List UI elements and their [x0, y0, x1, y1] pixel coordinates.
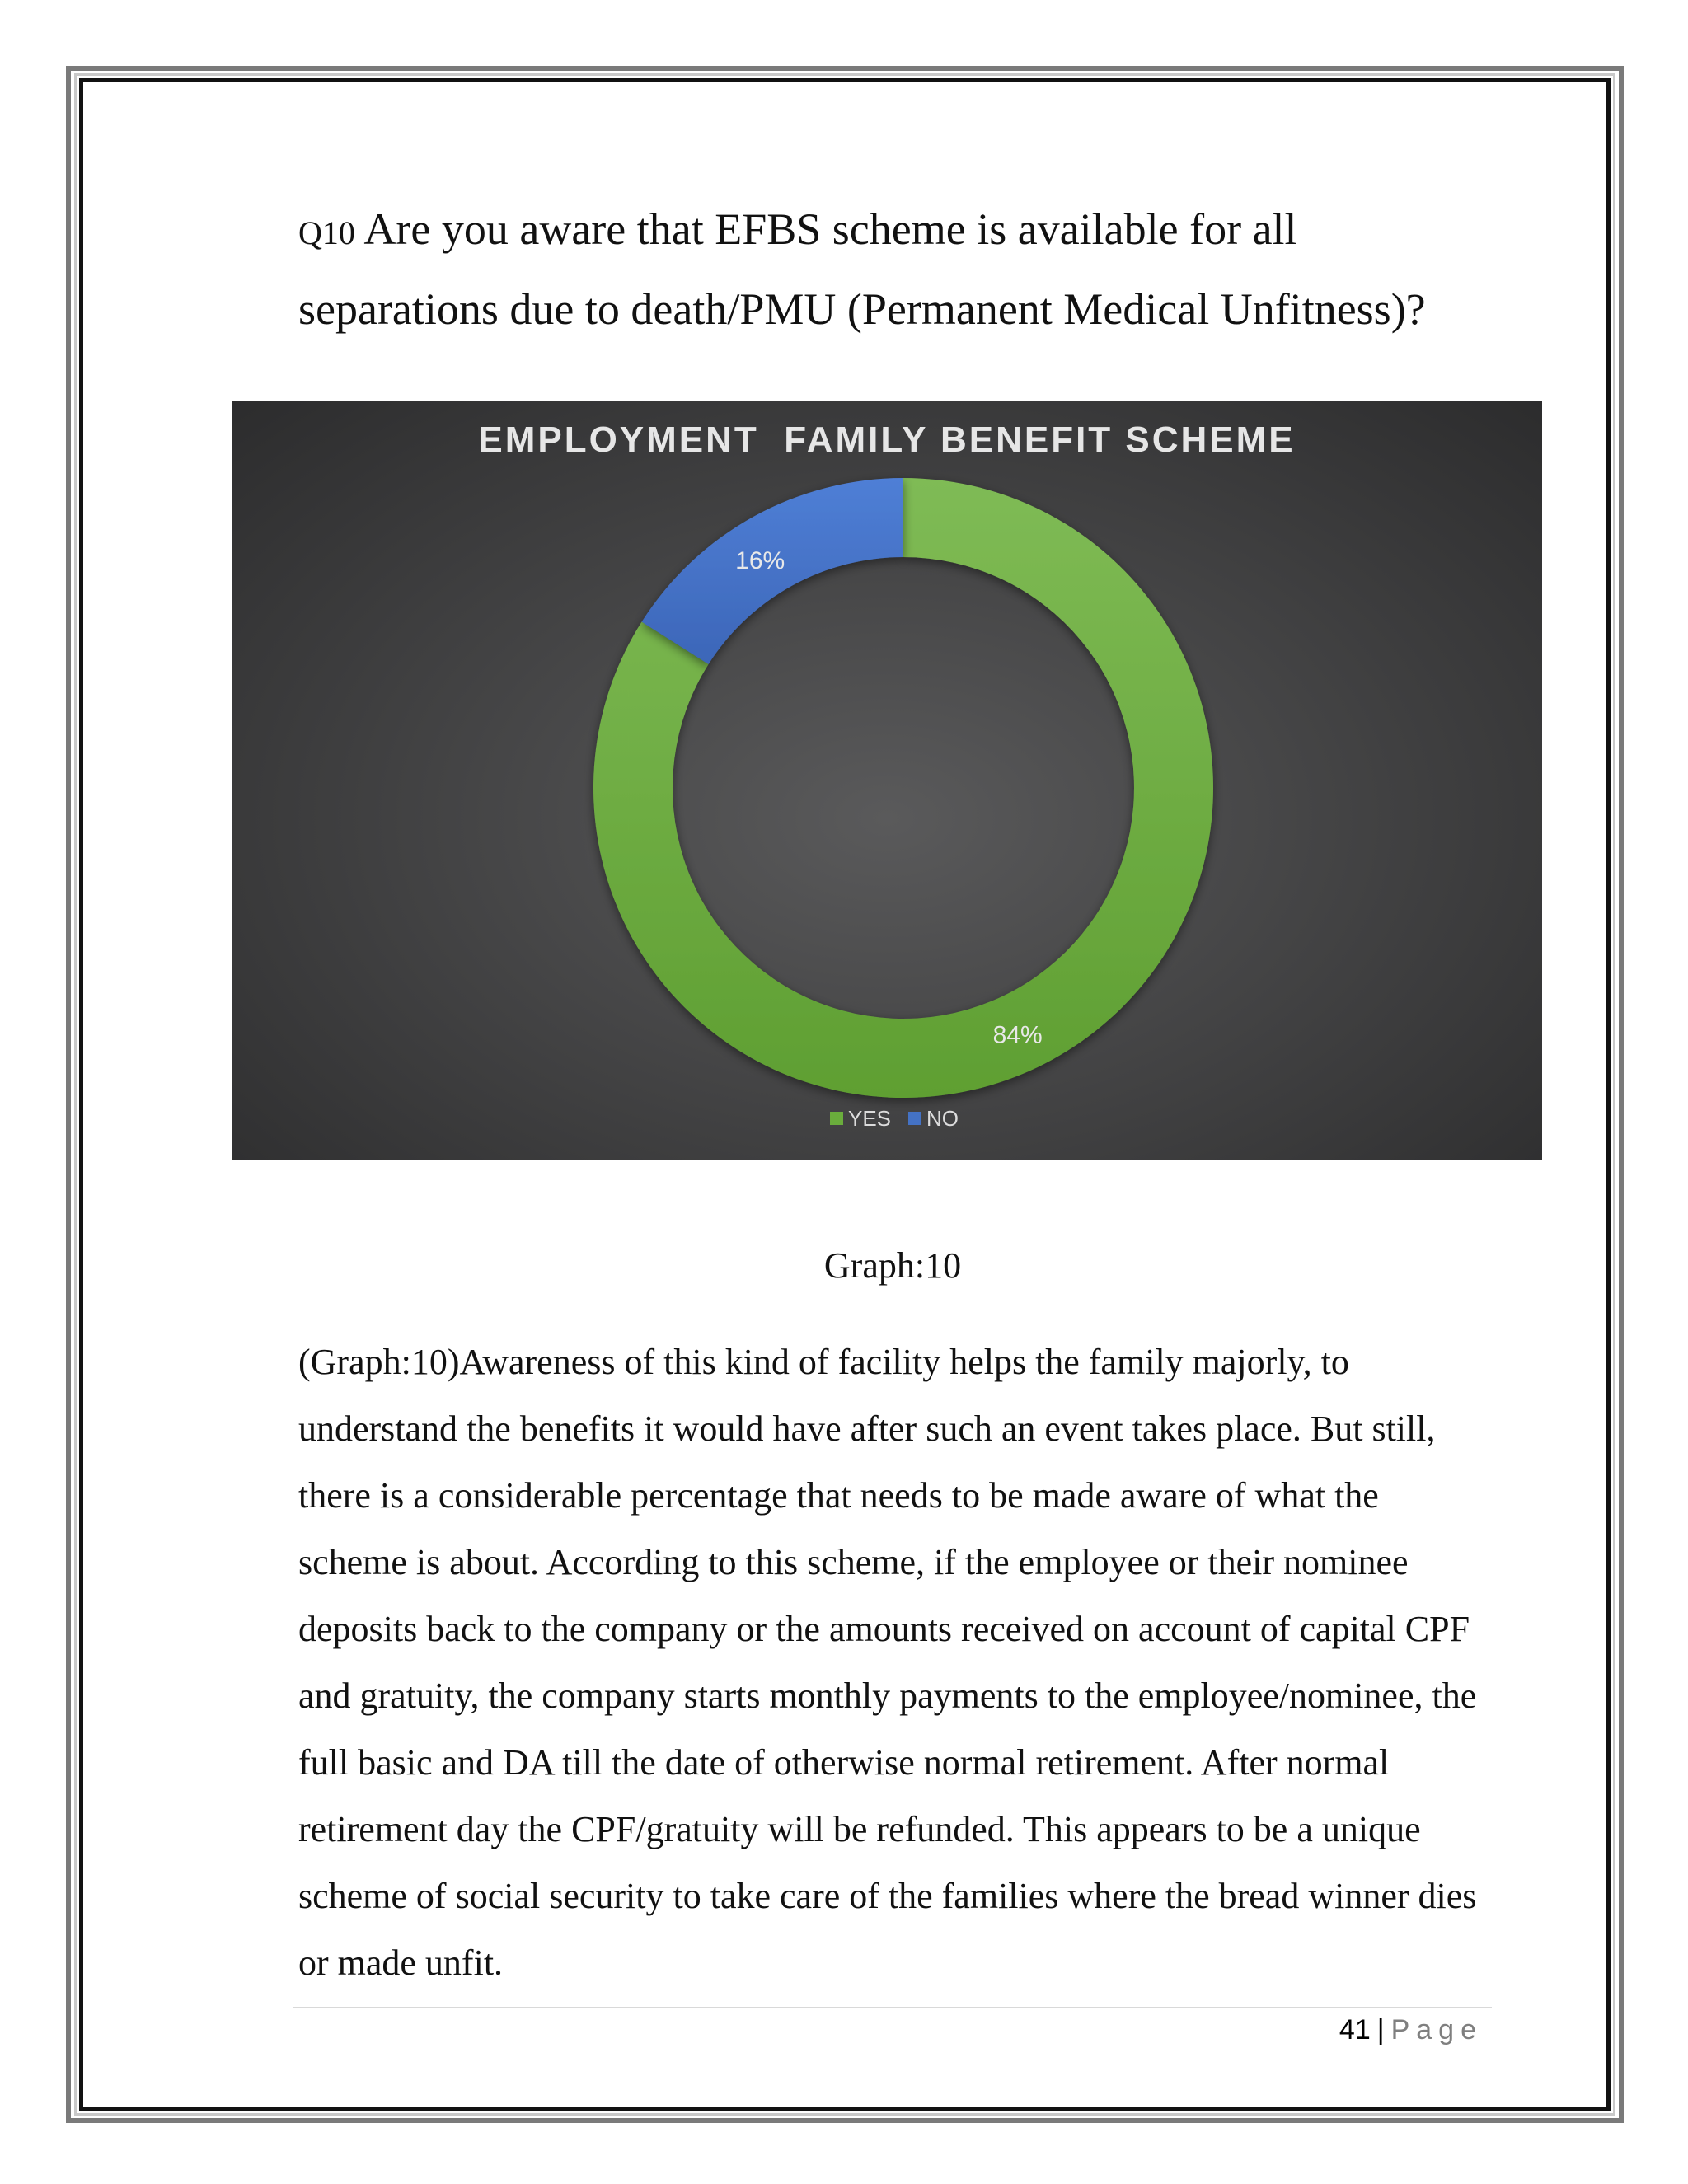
legend-label-yes: YES	[848, 1106, 892, 1131]
doughnut-chart	[232, 401, 1542, 1160]
graph-caption: Graph:10	[823, 1245, 962, 1286]
question-number: Q10	[298, 214, 355, 251]
data-label-yes: 84%	[992, 1021, 1043, 1049]
chart-data-labels	[735, 547, 1042, 1048]
chart-title: EMPLOYMENT FAMILY BENEFIT SCHEME	[478, 419, 1296, 460]
data-label-no: 16%	[735, 546, 785, 574]
question	[298, 191, 1485, 347]
question-text: Are you aware that EFBS scheme is available for all separations due to death/PMU (Permanent Medical Unfitness)?	[298, 204, 1426, 334]
legend-swatch-yes	[830, 1112, 843, 1125]
footer-separator: |	[1376, 2014, 1385, 2046]
chart-legend	[830, 1106, 959, 1131]
chart-segments	[593, 478, 1213, 1098]
page-number: 41	[1339, 2014, 1371, 2046]
body-paragraph: (Graph:10)Awareness of this kind of facility helps the family majorly, to understand the benefits it would have after such an event takes place. But still, there is a considerable percentage that needs to be made aware of what the scheme is about. According to this scheme, if the employee or their nominee deposits back to the company or the amounts received on account of capital CPF and gratuity, the company starts monthly payments to the employee/nominee, the full basic and DA till the date of otherwise normal retirement. After normal retirement day the CPF/gratuity will be refunded. This appears to be a unique scheme of social security to take care of the families where the bread winner dies or made unfit.	[298, 1342, 1477, 1983]
page-label: Page	[1390, 2014, 1483, 2046]
chart-container	[232, 401, 1542, 1160]
footer-divider	[293, 2007, 1492, 2008]
page-footer	[1339, 2014, 1483, 2046]
legend-label-no: NO	[926, 1106, 959, 1131]
legend-swatch-no	[908, 1112, 921, 1125]
